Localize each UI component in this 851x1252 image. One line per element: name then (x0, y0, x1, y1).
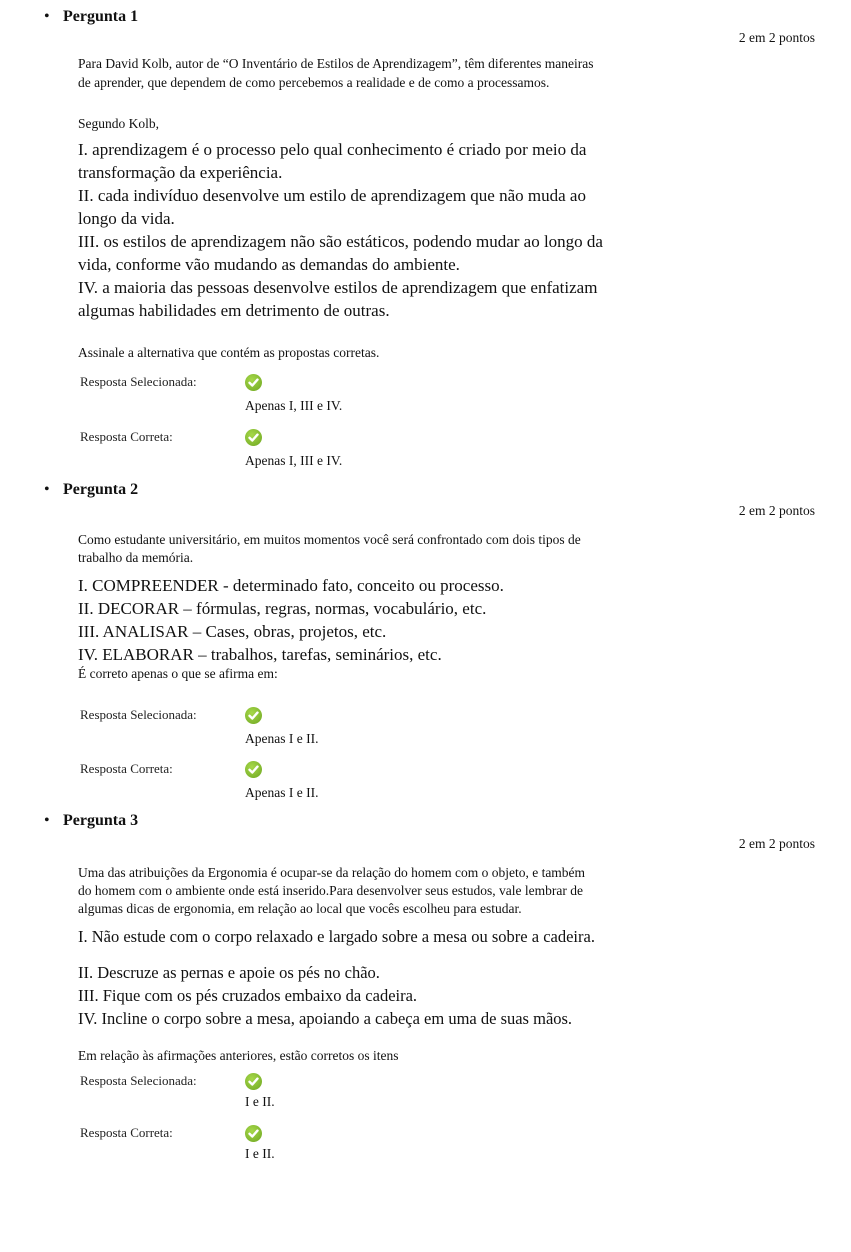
check-circle-icon (245, 374, 262, 391)
question-text: trabalho da memória. (78, 550, 194, 565)
question-title: Pergunta 3 (63, 812, 139, 829)
statement: I. Não estude com o corpo relaxado e largado sobre a mesa ou sobre a cadeira. (78, 927, 595, 946)
correct-answer: I e II. (245, 1146, 275, 1161)
correct-answer: Apenas I e II. (245, 785, 319, 800)
question-text: algumas dicas de ergonomia, em relação ao local que vocês escolheu para estudar. (78, 901, 522, 916)
question-text: Como estudante universitário, em muitos momentos você será confrontado com dois tipos de (78, 532, 581, 547)
check-circle-icon (245, 429, 262, 446)
check-circle-icon (245, 1125, 262, 1142)
statement: I. aprendizagem é o processo pelo qual conhecimento é criado por meio da (78, 140, 587, 159)
statement: transformação da experiência. (78, 163, 283, 182)
correct-answer-label: Resposta Correta: (80, 429, 173, 444)
selected-answer: Apenas I, III e IV. (245, 398, 343, 413)
correct-answer: Apenas I, III e IV. (245, 453, 343, 468)
selected-answer: Apenas I e II. (245, 731, 319, 746)
check-circle-icon (245, 707, 262, 724)
statement: II. DECORAR – fórmulas, regras, normas, vocabulário, etc. (78, 599, 487, 618)
question-text: de aprender, que dependem de como percebemos a realidade e de como a processamos. (78, 75, 550, 90)
statement: vida, conforme vão mudando as demandas do ambiente. (78, 255, 460, 274)
statement: IV. a maioria das pessoas desenvolve estilos de aprendizagem que enfatizam (78, 278, 598, 297)
bullet-icon: • (44, 812, 50, 829)
question-prompt: Assinale a alternativa que contém as propostas corretas. (78, 345, 380, 360)
question-title: Pergunta 1 (63, 8, 139, 25)
question-prompt: É correto apenas o que se afirma em: (78, 666, 278, 681)
selected-answer: I e II. (245, 1094, 275, 1109)
selected-answer-label: Resposta Selecionada: (80, 1073, 197, 1088)
statement: I. COMPREENDER - determinado fato, conceito ou processo. (78, 576, 504, 595)
question-score: 2 em 2 pontos (738, 30, 815, 45)
statement: IV. ELABORAR – trabalhos, tarefas, seminários, etc. (78, 645, 442, 664)
selected-answer-label: Resposta Selecionada: (80, 707, 197, 722)
selected-answer-label: Resposta Selecionada: (80, 374, 197, 389)
question-text: Para David Kolb, autor de “O Inventário de Estilos de Aprendizagem”, têm diferentes maneiras (78, 56, 594, 71)
correct-answer-label: Resposta Correta: (80, 761, 173, 776)
statement: algumas habilidades em detrimento de outras. (78, 301, 390, 320)
check-circle-icon (245, 1073, 262, 1090)
correct-answer-label: Resposta Correta: (80, 1125, 173, 1140)
statement: III. Fique com os pés cruzados embaixo da cadeira. (78, 986, 418, 1005)
check-circle-icon (245, 761, 262, 778)
question-score: 2 em 2 pontos (738, 503, 815, 518)
question-lead: Segundo Kolb, (78, 116, 159, 131)
bullet-icon: • (44, 8, 50, 25)
question-text: do homem com o ambiente onde está inserido.Para desenvolver seus estudos, vale lembrar de (78, 883, 583, 898)
question-score: 2 em 2 pontos (738, 836, 815, 851)
question-title: Pergunta 2 (63, 481, 139, 498)
statement: longo da vida. (78, 209, 175, 228)
bullet-icon: • (44, 481, 50, 498)
statement: II. Descruze as pernas e apoie os pés no chão. (78, 963, 380, 982)
statement: II. cada indivíduo desenvolve um estilo de aprendizagem que não muda ao (78, 186, 586, 205)
statement: IV. Incline o corpo sobre a mesa, apoiando a cabeça em uma de suas mãos. (78, 1009, 573, 1028)
statement: III. os estilos de aprendizagem não são estáticos, podendo mudar ao longo da (78, 232, 603, 251)
question-prompt: Em relação às afirmações anteriores, estão corretos os itens (78, 1048, 399, 1063)
statement: III. ANALISAR – Cases, obras, projetos, etc. (78, 622, 387, 641)
question-text: Uma das atribuições da Ergonomia é ocupar-se da relação do homem com o objeto, e também (78, 865, 586, 880)
